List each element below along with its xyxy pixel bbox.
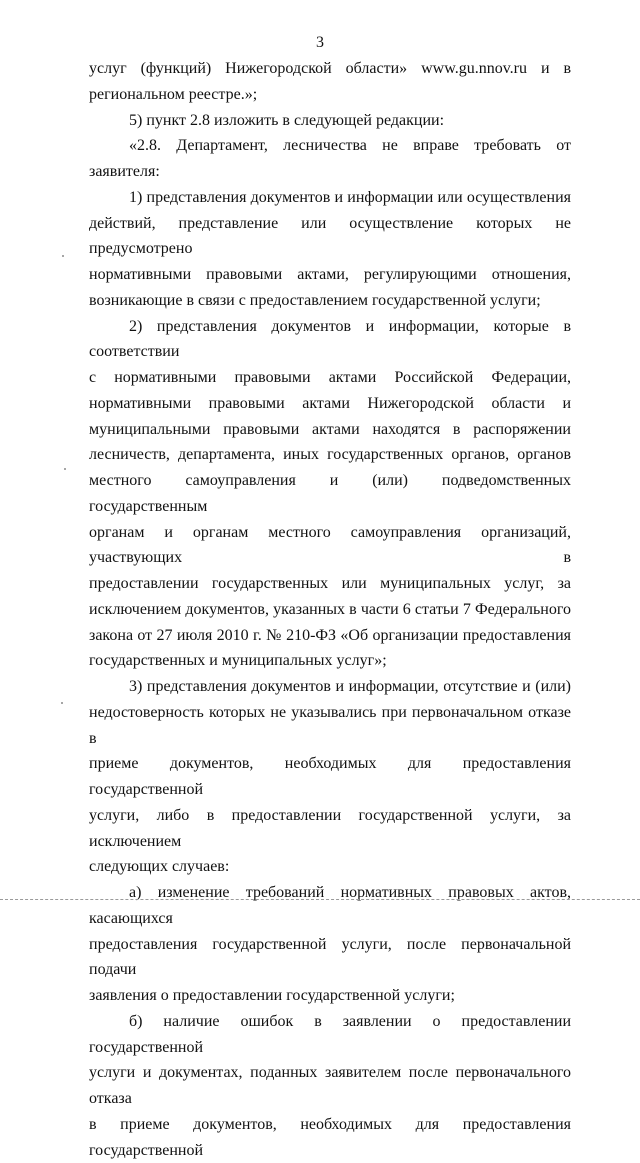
text-line: 1) представления документов и информации или осуществления — [129, 188, 571, 206]
text-line: действий, представление или осуществление которых не предусмотрено — [89, 214, 571, 258]
text-line: услуг (функций) Нижегородской области» www.gu.nnov.ru и в — [89, 60, 571, 77]
text-line: с нормативными правовыми актами Российской Федерации, — [89, 369, 571, 386]
text-line: 5) пункт 2.8 изложить в следующей редакции: — [129, 111, 445, 129]
text-line: нормативными правовыми актами Нижегородской области и — [89, 394, 571, 412]
text-line: в приеме документов, необходимых для предоставления государственной — [89, 1115, 571, 1159]
text-line: региональном реестре.»; — [89, 85, 258, 103]
text-line: предоставлении государственных или муниципальных услуг, за — [89, 575, 571, 592]
text-line: недостоверность которых не указывались при первоначальном отказе в — [89, 703, 571, 747]
text-line: предоставления государственной услуги, после первоначальной подачи — [89, 935, 571, 979]
scan-speck — [61, 702, 63, 704]
text-line: б) наличие ошибок в заявлении о предоставлении государственной — [89, 1012, 571, 1056]
scan-speck — [62, 255, 64, 257]
text-line: услуги и документах, поданных заявителем после первоначального отказа — [89, 1064, 571, 1107]
text-line: «2.8. Департамент, лесничества не вправе требовать от заявителя: — [89, 137, 571, 180]
scan-bottom-edge — [0, 899, 640, 900]
text-line: следующих случаев: — [89, 858, 230, 876]
text-line: лесничеств, департамента, иных государственных органов, органов — [89, 446, 571, 464]
text-line: муниципальными правовыми актами находятся в распоряжении — [89, 420, 571, 438]
text-line: закона от 27 июля 2010 г. № 210-ФЗ «Об организации предоставления — [89, 626, 571, 644]
text-line: приеме документов, необходимых для предоставления государственной — [89, 755, 571, 798]
text-line: государственных и муниципальных услуг»; — [89, 652, 387, 670]
text-line: местного самоуправления и (или) подведомственных государственным — [89, 472, 571, 515]
text-line: возникающие в связи с предоставлением государственной услуги; — [89, 291, 541, 309]
scan-speck — [64, 468, 66, 470]
text-line: 2) представления документов и информации, которые в соответствии — [89, 317, 571, 361]
page-number: 3 — [316, 34, 324, 51]
text-line: исключением документов, указанных в части 6 статьи 7 Федерального — [89, 600, 571, 618]
text-line: услуги, либо в предоставлении государственной услуги, за исключением — [89, 806, 571, 850]
text-line: а) изменение требований нормативных правовых актов, касающихся — [89, 884, 571, 927]
text-line: органам и органам местного самоуправления организаций, участвующих в — [89, 523, 571, 567]
text-line: 3) представления документов и информации, отсутствие и (или) — [129, 678, 571, 695]
text-line: нормативными правовыми актами, регулирующими отношения, — [89, 266, 571, 283]
text-line: заявления о предоставлении государственной услуги; — [89, 987, 455, 1004]
document-body — [89, 56, 571, 1163]
